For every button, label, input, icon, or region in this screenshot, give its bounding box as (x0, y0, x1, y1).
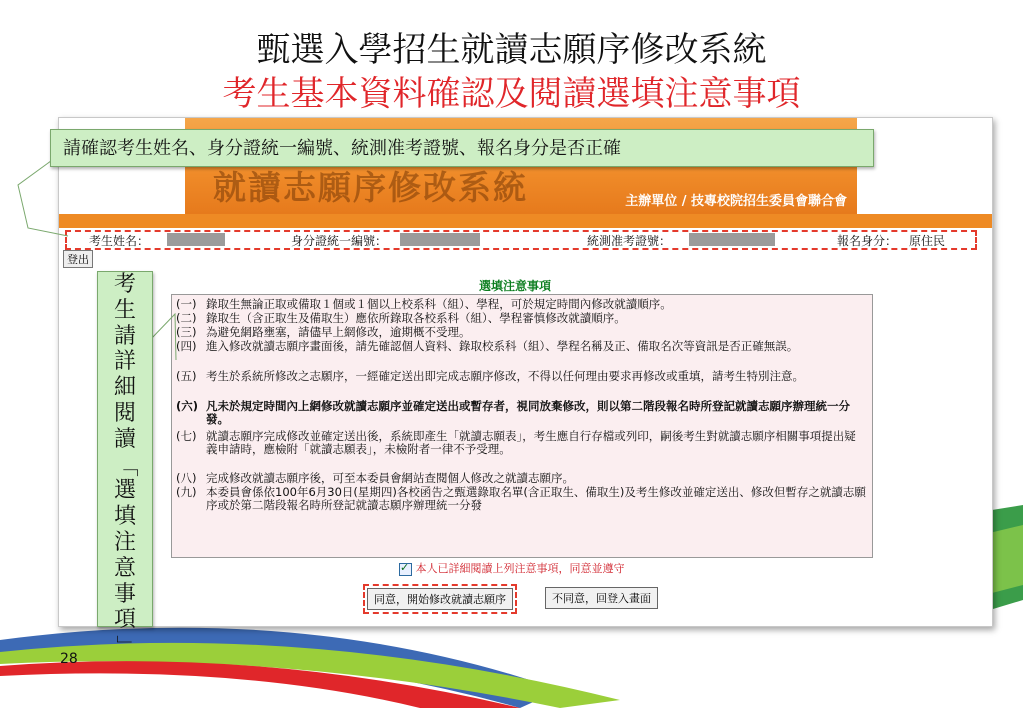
notice-item: (四) 進入修改就讀志願序畫面後，請先確認個人資料、錄取校系科（組）、學程名稱及正、備取名次等資訊是否正確無誤。 (176, 339, 799, 353)
side-callout-char: 閱 (113, 400, 136, 426)
page-number: 28 (60, 651, 78, 667)
slide-title: 甄選入學招生就讀志願序修改系統 (256, 30, 767, 70)
side-callout-char: 「 (112, 454, 138, 477)
side-callout (97, 271, 153, 658)
slide-subtitle: 考生基本資料確認及閱讀選填注意事項 (222, 74, 801, 114)
notice-item: (一) 錄取生無論正取或備取１個或１個以上校系科（組）、學程，可於規定時間內修改就讀順序。 (176, 297, 672, 311)
notice-item: (三) 為避免網路壅塞，請儘早上網修改，逾期概不受理。 (176, 325, 471, 339)
agree-start-button[interactable]: 同意，開始修改就讀志願序 (367, 588, 513, 610)
disagree-button[interactable]: 不同意，回登入畫面 (545, 587, 658, 609)
notice-item: (五) 考生於系統所修改之志願序，一經確定送出即完成志願序修改，不得以任何理由要求再修改或重填，請考生特別注意。 (176, 369, 804, 383)
side-callout-char: 項 (113, 607, 136, 633)
side-callout-char: 選 (113, 478, 136, 504)
notice-title: 選填注意事項 (479, 279, 552, 293)
identity-label: 報名身分： (837, 234, 898, 248)
notice-item: (八) 完成修改就讀志願序後，可至本委員會網站查閱個人修改之就讀志願序。 (176, 471, 574, 485)
agree-text: 本人已詳細閱讀上列注意事項，同意並遵守 (415, 562, 625, 575)
side-callout-char: 事 (113, 581, 136, 607)
notice-item: (二) 錄取生（含正取生及備取生）應依所錄取各校系科（組）、學程審慎修改就讀順序。 (176, 311, 626, 325)
banner-title: 就讀志願序修改系統 (213, 168, 528, 207)
logout-button[interactable]: 登出 (63, 250, 93, 268)
side-callout-char: 注 (113, 529, 136, 555)
banner-org: 主辦單位 / 技專校院招生委員會聯合會 (625, 194, 847, 209)
side-callout-char: 生 (113, 297, 136, 323)
side-callout-char: 意 (113, 555, 136, 581)
side-callout-char: 」 (112, 635, 138, 658)
side-callout-char: 考 (113, 272, 136, 297)
side-callout-text (105, 272, 145, 659)
notice-item: (七) 就讀志願序完成修改並確定送出後，系統即產生「就讀志願表」，考生應自行存檔或列印，嗣後考生對就讀志願序相關事項提出疑義申請時，應檢附「就讀志願表」，未檢附者一律不予受理。 (176, 429, 856, 456)
id-label: 身分證統一編號： (291, 234, 388, 248)
identity-value: 原住民 (909, 234, 946, 248)
exam-label: 統測准考證號： (587, 234, 672, 248)
top-callout: 請確認考生姓名、身分證統一編號、統測准考證號、報名身分是否正確 (50, 129, 874, 167)
name-label: 考生姓名： (89, 234, 150, 248)
side-callout-char: 讀 (113, 426, 136, 452)
side-callout-char: 填 (113, 504, 136, 530)
side-callout-char: 細 (113, 375, 136, 401)
side-callout-char: 請 (113, 323, 136, 349)
notice-item: (九) 本委員會係依100年6月30日(星期四)各校函告之甄選錄取名單(含正取生、備取生)及考生修改並確定送出、修改但暫存之就讀志願序或於第二階段報名時所登記就讀志願序辦理統一分發 (176, 485, 866, 512)
side-callout-char: 詳 (113, 349, 136, 375)
notice-item: (六) 凡未於規定時間內上網修改就讀志願序並確定送出或暫存者，視同放棄修改，則以第二階段報名時所登記就讀志願序辦理統一分發。 (176, 399, 850, 426)
